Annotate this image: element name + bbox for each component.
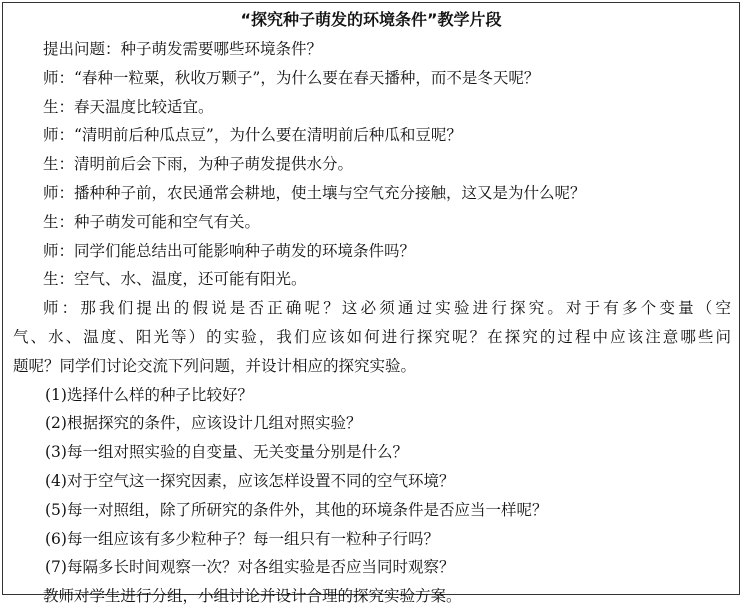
list-item-6: (6)每一组应该有多少粒种子？每一组只有一粒种子行吗？ <box>45 529 439 548</box>
list-item-5: (5)每一对照组，除了所研究的条件外，其他的环境条件是否应当一样呢？ <box>45 500 548 519</box>
text-line-teacher-2: 师：“清明前后种瓜点豆”，为什么要在清明前后种瓜和豆呢？ <box>43 126 462 145</box>
text-line-teacher-1: 师：“春种一粒粟，秋收万颗子”，为什么要在春天播种，而不是冬天呢？ <box>43 68 540 87</box>
text-line-student-4: 生：空气、水、温度，还可能有阳光。 <box>43 270 307 289</box>
list-item-3: (3)每一组对照实验的自变量、无关变量分别是什么？ <box>45 443 408 462</box>
document-frame <box>2 2 740 606</box>
text-line-student-3: 生：种子萌发可能和空气有关。 <box>43 212 261 231</box>
document-title: “探究种子萌发的环境条件”教学片段 <box>240 10 502 29</box>
text-line-student-2: 生：清明前后会下雨，为种子萌发提供水分。 <box>43 155 354 174</box>
text-line-teacher-4: 师：同学们能总结出可能影响种子萌发的环境条件吗？ <box>43 241 416 260</box>
list-item-1: (1)选择什么样的种子比较好？ <box>45 385 253 404</box>
text-line-closing: 教师对学生进行分组，小组讨论并设计合理的探究实验方案。 <box>43 587 462 606</box>
text-line-teacher-3: 师：播种种子前，农民通常会耕地，使土壤与空气充分接触，这又是为什么呢？ <box>43 183 586 202</box>
text-line-student-1: 生：春天温度比较适宜。 <box>43 97 214 116</box>
text-line-teacher-5b: 气、水、温度、阳光等）的实验，我们应该如何进行探究呢？在探究的过程中应该注意哪些问 <box>13 327 731 346</box>
list-item-2: (2)根据探究的条件，应该设计几组对照实验？ <box>45 414 362 433</box>
list-item-4: (4)对于空气这一探究因素，应该怎样设置不同的空气环境？ <box>45 471 455 490</box>
text-line-teacher-5a: 师：那我们提出的假说是否正确呢？这必须通过实验进行探究。对于有多个变量（空 <box>43 299 731 318</box>
text-line-teacher-5c: 题呢？同学们讨论交流下列问题，并设计相应的探究实验。 <box>13 356 417 375</box>
list-item-7: (7)每隔多长时间观察一次？对各组实验是否应当同时观察？ <box>45 558 455 577</box>
document-body <box>13 35 731 611</box>
text-line-question: 提出问题：种子萌发需要哪些环境条件？ <box>43 40 323 58</box>
